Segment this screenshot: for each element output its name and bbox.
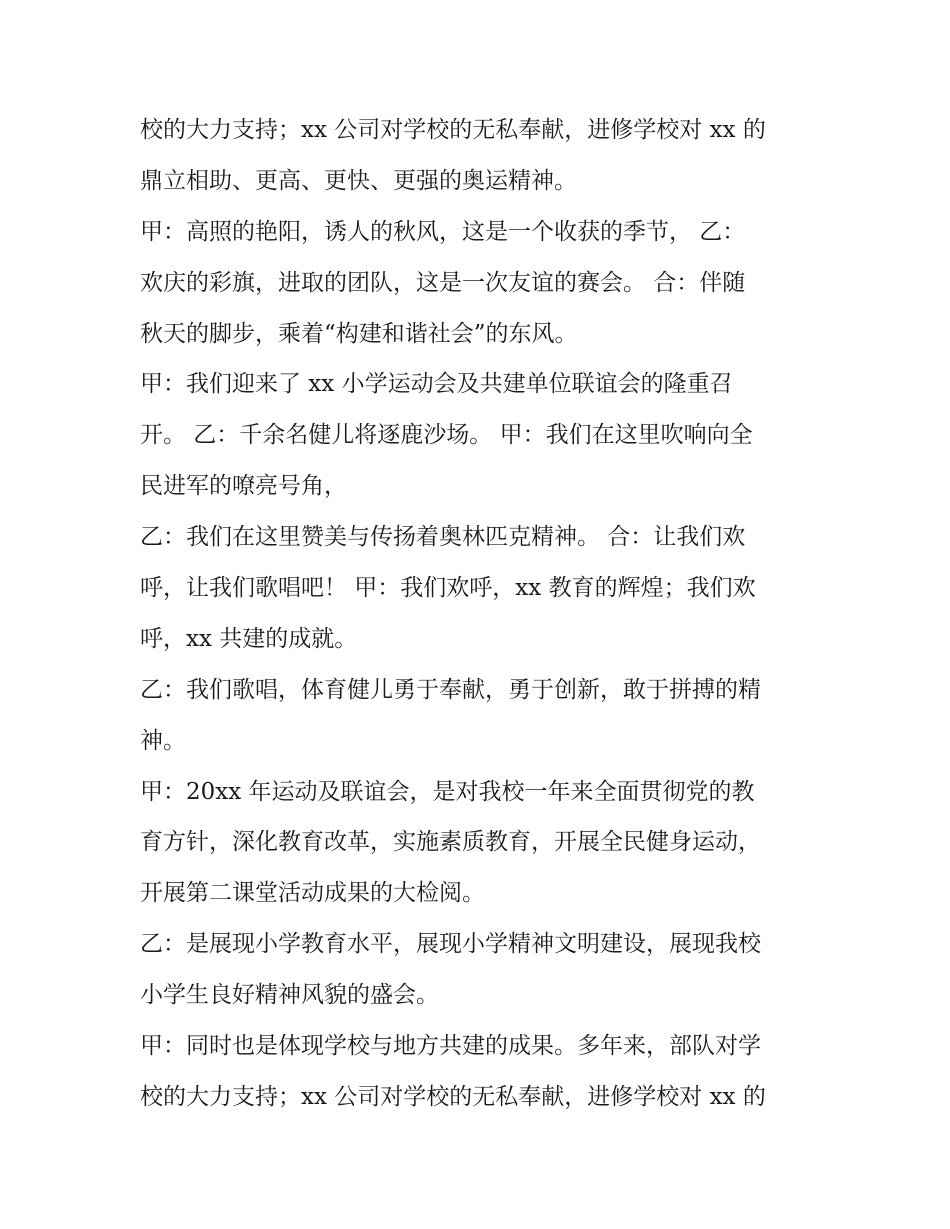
text-line: 乙：我们歌唱，体育健儿勇于奉献，勇于创新，敢于拼搏的精 [140, 676, 761, 703]
text-line: 育方针，深化教育改革，实施素质教育，开展全民健身运动， [140, 829, 761, 856]
text-line: 呼，xx 共建的成就。 [140, 625, 358, 652]
text-line: 神。 [140, 727, 186, 754]
text-line: 开展第二课堂活动成果的大检阅。 [140, 880, 485, 907]
text-line: 民进军的嘹亮号角， [140, 473, 347, 500]
text-line: 呼，让我们歌唱吧！ 甲：我们欢呼，xx 教育的辉煌；我们欢 [140, 575, 756, 602]
text-line: 乙：是展现小学教育水平，展现小学精神文明建设，展现我校 [140, 931, 761, 958]
text-line: 甲：高照的艳阳，诱人的秋风，这是一个收获的季节， 乙： [140, 218, 746, 245]
text-line: 甲：同时也是体现学校与地方共建的成果。多年来，部队对学 [140, 1033, 761, 1060]
text-line: 乙：我们在这里赞美与传扬着奥林匹克精神。 合：让我们欢 [140, 524, 746, 551]
text-line: 甲：我们迎来了 xx 小学运动会及共建单位联谊会的隆重召 [140, 371, 733, 398]
text-line: 校的大力支持；xx 公司对学校的无私奉献，进修学校对 xx 的 [140, 1083, 766, 1110]
text-line: 秋天的脚步，乘着“构建和谐社会”的东风。 [140, 320, 578, 347]
text-line: 小学生良好精神风貌的盛会。 [140, 982, 439, 1009]
text-line: 开。 乙：千余名健儿将逐鹿沙场。 甲：我们在这里吹响向全 [140, 422, 753, 449]
text-line: 欢庆的彩旗，进取的团队，这是一次友谊的赛会。 合：伴随 [140, 269, 746, 296]
text-line: 鼎立相助、更高、更快、更强的奥运精神。 [140, 167, 577, 194]
text-line: 校的大力支持；xx 公司对学校的无私奉献，进修学校对 xx 的 [140, 117, 766, 143]
document-body [140, 112, 820, 1130]
text-line: 甲：20xx 年运动及联谊会，是对我校一年来全面贯彻党的教 [140, 778, 755, 805]
